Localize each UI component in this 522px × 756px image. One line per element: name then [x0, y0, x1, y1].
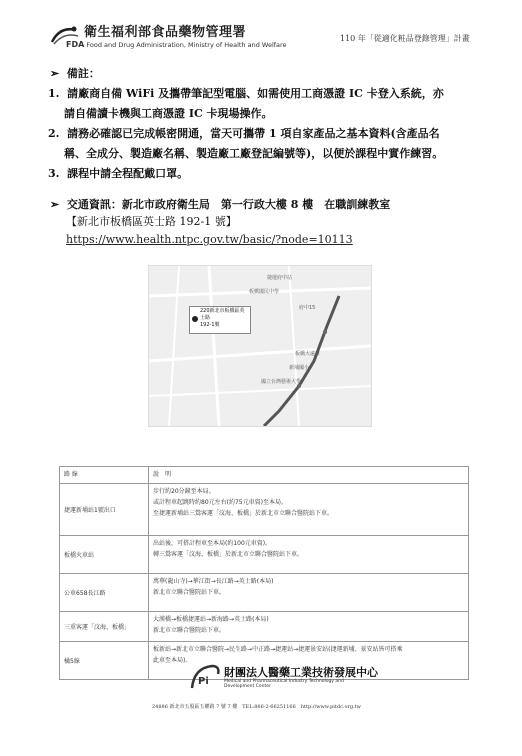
course-title: 110 年「從適化粧品登錄管理」計畫 [340, 34, 470, 43]
map-label: 捷運府中站 [267, 275, 293, 281]
table-header-row [60, 467, 469, 484]
desc-line: 轉三鶯客運「汶海、板橋」於新北市立聯合醫院站下車。 [153, 551, 304, 558]
desc-line: 板新站→新北市立聯合醫院→民生路→中正路→捷運站→捷運景安站(捷運新埔、景安站皆可搭乘 [153, 646, 403, 653]
map-label: 國立台灣藝術大學 [261, 379, 302, 385]
table-cell-route: 公車658長江路 [60, 574, 149, 612]
map-pin-label: 220新北市板橋區英士路 [200, 308, 245, 321]
transport-url-link[interactable]: https://www.health.ntpc.gov.tw/basic/?node=10113 [66, 233, 353, 246]
table-header-route: 路 線 [60, 467, 149, 484]
transport-address: 【新北市板橋區英士路 192-1 號】 [66, 215, 237, 228]
table-cell-route: 捷運新埔站1號出口 [60, 484, 149, 536]
pitdc-logo-icon [188, 662, 222, 690]
arrow-bullet-icon: ➢ [50, 198, 60, 211]
map-pin-label-2: 192-1號 [200, 322, 220, 328]
arrow-bullet-icon: ➢ [50, 67, 60, 80]
svg-text:Pi: Pi [198, 676, 209, 687]
note-text-line1: 課程中請全程配戴口罩。 [67, 167, 189, 180]
table-cell-route: 板橋火車站 [60, 536, 149, 574]
map-pin-callout [189, 306, 251, 334]
table-cell-desc [149, 612, 469, 642]
table-row [60, 484, 469, 536]
desc-line: 新北市立聯合醫院站下車。 [153, 589, 226, 596]
desc-line: 出站後，可搭計程車至本局(約100元車資)。 [153, 540, 272, 547]
footer-org-cn: 財團法人醫藥工業技術發展中心 [224, 666, 378, 679]
table-row [60, 612, 469, 642]
fda-mark: FDA [66, 40, 85, 49]
note-number: 3. [48, 167, 60, 180]
header-org-en-text: Food and Drug Administration, Ministry of Health and Welfare [86, 41, 287, 49]
header-org-cn: 衛生福利部食品藥物管理署 [84, 25, 247, 40]
table-cell-desc [149, 574, 469, 612]
table-cell-route: 三重客運「汶海、板橋」 [60, 612, 149, 642]
transport-heading [50, 196, 390, 212]
location-map [148, 265, 372, 427]
desc-line: 此車至本局)。 [153, 657, 192, 664]
map-pin-icon [192, 316, 198, 322]
footer-org-en: Medical and Pharmaceutical Industry Technology and Development Center [224, 679, 344, 689]
note-text-line2: 請自備讀卡機與工商憑證 IC 卡現場操作。 [64, 107, 273, 120]
map-label: 板橋國民中學 [249, 289, 280, 295]
transport-table [59, 466, 469, 680]
desc-line: 步行約20分鐘至本局。 [153, 488, 215, 495]
note-item [48, 84, 488, 124]
table-cell-desc [149, 536, 469, 574]
map-label: 府中15 [299, 305, 316, 311]
notes-heading-text: 備註： [66, 67, 100, 80]
map-label: 板橋大遠百 [295, 351, 321, 357]
note-item [48, 164, 488, 184]
notes-heading [50, 65, 100, 81]
table-row [60, 574, 469, 612]
desc-line: 或計程車起跳時約80元左右(約75元車資)至本局。 [153, 499, 287, 506]
header-org-en [66, 40, 287, 49]
note-item [48, 124, 488, 164]
note-text-line1: 請廠商自備 WiFi 及攜帶筆記型電腦、如需使用工商憑證 IC 卡登入系統，亦 [67, 87, 444, 100]
note-number: 1. [48, 87, 60, 100]
desc-line: 大漢橋→板橋捷運站→新海路→英士路(本局) [153, 616, 269, 623]
desc-line: 至捷運新埔站三鶯客運「汶海、板橋」於新北市立聯合醫院站下車。 [153, 510, 334, 517]
desc-line: 新北市立聯合醫院站下車。 [153, 627, 226, 634]
map-label: 新埔國小 [289, 365, 310, 371]
footer-address: 24886 新北市五股區五權路 7 號 7 樓 TEL:886-2-66251166 http://www.pitdc.org.tw [152, 704, 361, 710]
note-text-line1: 請務必確認已完成帳密開通，當天可攜帶 1 項自家產品之基本資料(含產品名 [67, 127, 440, 140]
note-text-line2: 稱、全成分、製造廠名稱、製造廠工廠登記編號等)，以便於課程中實作練習。 [64, 147, 444, 160]
desc-line: 萬華(龍山寺)→華江街→長江路→英士路(本局) [153, 578, 274, 585]
table-cell-route: 橘5線 [60, 642, 149, 680]
note-number: 2. [48, 127, 60, 140]
transport-heading-text: 交通資訊：新北市政府衛生局 第一行政大樓 8 樓 在職訓練教室 [66, 198, 391, 211]
table-header-desc: 說 明 [149, 467, 469, 484]
table-cell-desc [149, 484, 469, 536]
table-row [60, 536, 469, 574]
